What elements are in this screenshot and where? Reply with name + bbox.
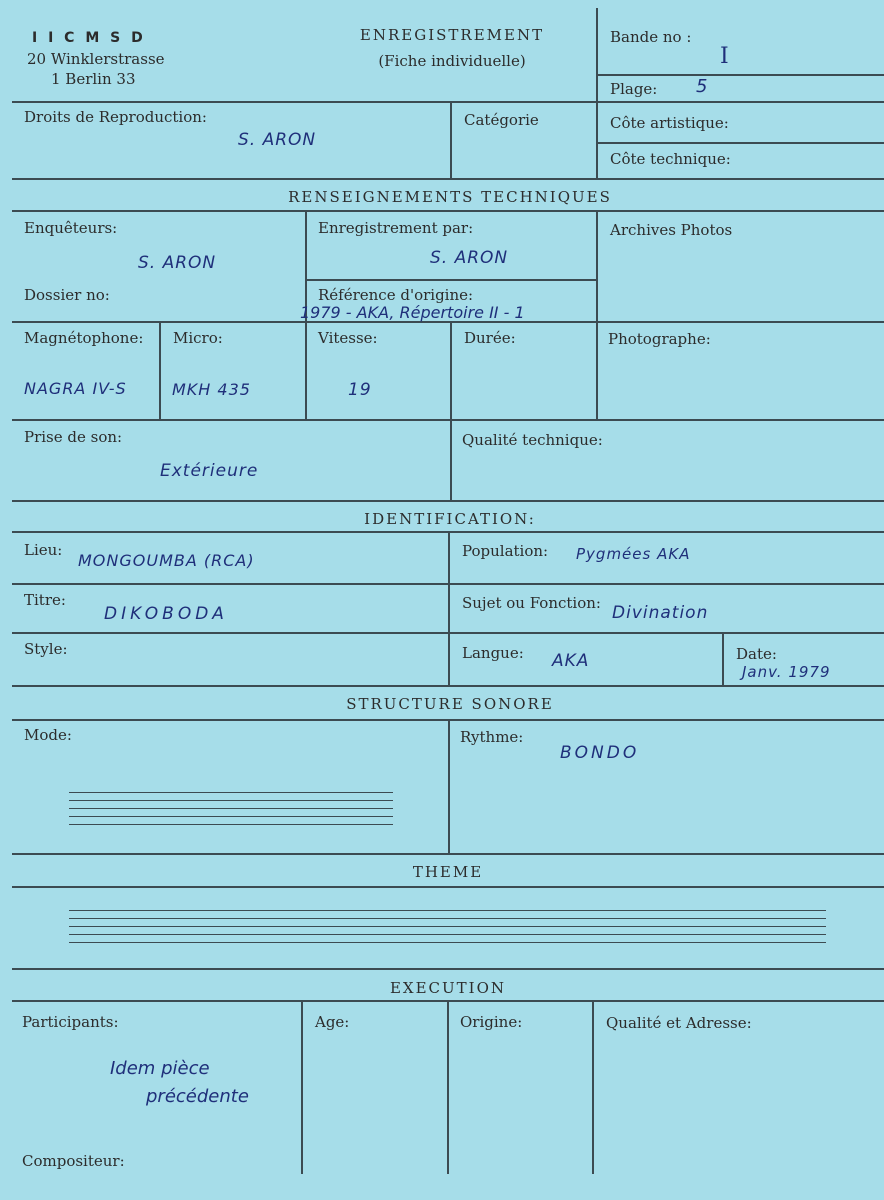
enregistrement-par-label: Enregistrement par: (318, 219, 474, 237)
enqueteurs-value[interactable]: S. ARON (138, 253, 217, 273)
langue-label: Langue: (462, 644, 524, 662)
rule (12, 178, 884, 180)
sujet-label: Sujet ou Fonction: (462, 594, 601, 612)
style-label: Style: (24, 640, 68, 658)
divider (159, 321, 161, 419)
enqueteurs-label: Enquêteurs: (24, 219, 118, 237)
form-subtitle: (Fiche individuelle) (378, 52, 526, 70)
rule (12, 968, 884, 970)
divider (447, 1000, 449, 1174)
vitesse-value[interactable]: 19 (348, 380, 372, 400)
theme-staff-line (69, 942, 826, 943)
divider (450, 321, 452, 500)
enregistrement-par-value[interactable]: S. ARON (430, 248, 509, 268)
address-line2: 1 Berlin 33 (51, 70, 136, 88)
divider (448, 719, 450, 853)
origine-label: Origine: (460, 1013, 523, 1031)
reference-value[interactable]: 1979 - AKA, Répertoire II - 1 (300, 303, 525, 322)
date-value[interactable]: Janv. 1979 (742, 663, 831, 681)
divider (450, 101, 452, 178)
mode-staff-line (69, 824, 393, 825)
theme-staff-line (69, 910, 826, 911)
rythme-label: Rythme: (460, 728, 524, 746)
org-name: I I C M S D (32, 30, 146, 46)
rule (12, 101, 884, 103)
divider (722, 632, 724, 685)
micro-label: Micro: (173, 329, 223, 347)
section-title-structure: STRUCTURE SONORE (346, 695, 554, 713)
mode-staff-line (69, 816, 393, 817)
section-title-technical: RENSEIGNEMENTS TECHNIQUES (288, 188, 612, 206)
theme-staff-line (69, 926, 826, 927)
vitesse-label: Vitesse: (318, 329, 378, 347)
form-title: ENREGISTREMENT (359, 26, 545, 44)
participants-value-line2[interactable]: précédente (146, 1086, 249, 1107)
bande-label: Bande no : (610, 28, 692, 46)
sujet-value[interactable]: Divination (612, 603, 709, 623)
section-title-identification: IDENTIFICATION: (364, 510, 536, 528)
lieu-label: Lieu: (24, 541, 63, 559)
population-label: Population: (462, 542, 549, 560)
plage-value: 5 (696, 76, 709, 97)
compositeur-label: Compositeur: (22, 1152, 125, 1170)
address-line1: 20 Winklerstrasse (27, 50, 165, 68)
plage-label: Plage: (610, 80, 658, 98)
reference-label: Référence d'origine: (318, 286, 474, 304)
bande-value: I (720, 44, 730, 69)
titre-value[interactable]: DIKOBODA (104, 604, 228, 624)
participants-label: Participants: (22, 1013, 119, 1031)
divider (592, 1000, 594, 1174)
dossier-label: Dossier no: (24, 286, 110, 304)
mode-staff-line (69, 800, 393, 801)
archives-photos-label: Archives Photos (610, 221, 733, 239)
magnetophone-label: Magnétophone: (24, 329, 144, 347)
age-label: Age: (315, 1013, 350, 1031)
rythme-value[interactable]: BONDO (560, 743, 640, 763)
duree-label: Durée: (464, 329, 516, 347)
cote-artistique-label: Côte artistique: (610, 114, 729, 132)
rule (12, 419, 884, 421)
rule (12, 886, 884, 888)
categorie-label: Catégorie (464, 111, 539, 129)
theme-staff-line (69, 918, 826, 919)
droits-label: Droits de Reproduction: (24, 108, 207, 126)
micro-value[interactable]: MKH 435 (172, 380, 251, 399)
divider (301, 1000, 303, 1174)
qualite-adresse-label: Qualité et Adresse: (606, 1014, 752, 1032)
langue-value[interactable]: AKA (552, 651, 590, 671)
qualite-technique-label: Qualité technique: (462, 431, 603, 449)
droits-value[interactable]: S. ARON (238, 130, 317, 150)
rule (12, 500, 884, 502)
divider (596, 8, 598, 178)
theme-staff-line (69, 934, 826, 935)
date-label: Date: (736, 645, 777, 663)
rule (12, 685, 884, 687)
rule (597, 74, 884, 76)
section-title-execution: EXECUTION (389, 979, 507, 997)
participants-value-line1[interactable]: Idem pièce (110, 1058, 210, 1079)
titre-label: Titre: (24, 591, 66, 609)
divider (448, 531, 450, 685)
photographe-label: Photographe: (608, 330, 711, 348)
prise-label: Prise de son: (24, 428, 123, 446)
mode-staff-line (69, 792, 393, 793)
rule (12, 853, 884, 855)
prise-value[interactable]: Extérieure (160, 461, 259, 481)
rule (305, 279, 596, 281)
mode-label: Mode: (24, 726, 72, 744)
magnetophone-value[interactable]: NAGRA IV-S (24, 379, 127, 398)
divider (596, 210, 598, 419)
cote-technique-label: Côte technique: (610, 150, 731, 168)
section-title-theme: THEME (412, 863, 484, 881)
rule (597, 142, 884, 144)
rule (12, 210, 884, 212)
lieu-value[interactable]: MONGOUMBA (RCA) (78, 551, 255, 570)
population-value[interactable]: Pygmées AKA (576, 545, 691, 563)
mode-staff-line (69, 808, 393, 809)
